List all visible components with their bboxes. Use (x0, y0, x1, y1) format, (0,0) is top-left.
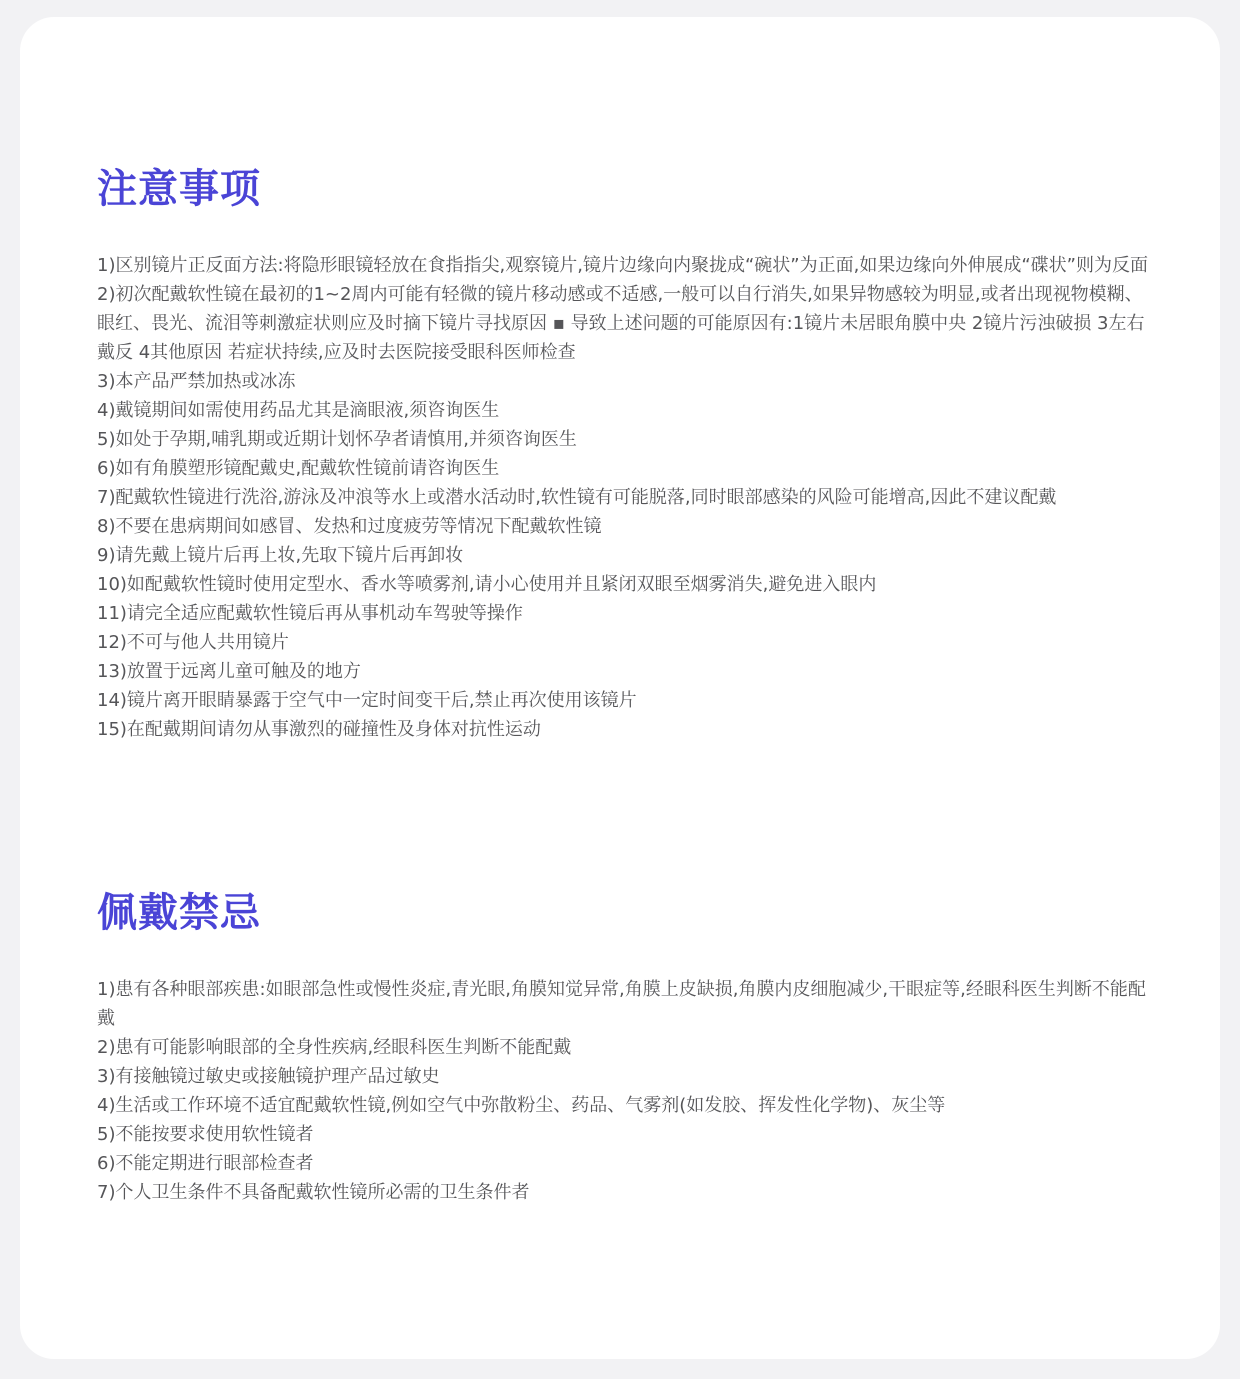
notice-item: 2)初次配戴软性镜在最初的1~2周内可能有轻微的镜片移动感或不适感,一般可以自行消失,如果异物感较为明显,或者出现视物模糊、眼红、畏光、流泪等刺激症状则应及时摘下镜片寻找原因 ▪ 导致上述问题的可能原因有:1镜片未居眼角膜中央 2镜片污浊破损 3左右戴反 4其他原因 若症状持续,应及时去医院接受眼科医师检查 (97, 284, 1145, 363)
contraindication-item: 7)个人卫生条件不具备配戴软性镜所必需的卫生条件者 (97, 1182, 530, 1203)
notice-title: 注意事项 (97, 166, 261, 212)
notice-item: 6)如有角膜塑形镜配戴史,配戴软性镜前请咨询医生 (97, 458, 500, 479)
notice-item: 13)放置于远离儿童可触及的地方 (97, 661, 361, 682)
notice-item: 11)请完全适应配戴软性镜后再从事机动车驾驶等操作 (97, 603, 523, 624)
notice-item: 4)戴镜期间如需使用药品尤其是滴眼液,须咨询医生 (97, 400, 500, 421)
notice-item: 15)在配戴期间请勿从事激烈的碰撞性及身体对抗性运动 (97, 719, 541, 740)
notice-section (97, 163, 1157, 744)
contraindication-item: 4)生活或工作环境不适宜配戴软性镜,例如空气中弥散粉尘、药品、气雾剂(如发胶、挥发性化学物)、灰尘等 (97, 1095, 946, 1116)
notice-item: 8)不要在患病期间如感冒、发热和过度疲劳等情况下配戴软性镜 (97, 516, 602, 537)
notice-item: 1)区别镜片正反面方法:将隐形眼镜轻放在食指指尖,观察镜片,镜片边缘向内聚拢成“碗状”为正面,如果边缘向外伸展成“碟状”则为反面 (97, 255, 1148, 276)
notice-item: 3)本产品严禁加热或冰冻 (97, 371, 296, 392)
contraindication-item: 1)患有各种眼部疾患:如眼部急性或慢性炎症,青光眼,角膜知觉异常,角膜上皮缺损,角膜内皮细胞减少,干眼症等,经眼科医生判断不能配戴 (97, 979, 1146, 1029)
notice-item: 10)如配戴软性镜时使用定型水、香水等喷雾剂,请小心使用并且紧闭双眼至烟雾消失,避免进入眼内 (97, 574, 877, 595)
contraindication-item: 6)不能定期进行眼部检查者 (97, 1153, 314, 1174)
content-card (20, 17, 1220, 1359)
contraindications-list (97, 975, 1157, 1207)
contraindications-section (97, 887, 1157, 1207)
notice-item: 7)配戴软性镜进行洗浴,游泳及冲浪等水上或潜水活动时,软性镜有可能脱落,同时眼部感染的风险可能增高,因此不建议配戴 (97, 487, 1057, 508)
notice-item: 5)如处于孕期,哺乳期或近期计划怀孕者请慎用,并须咨询医生 (97, 429, 577, 450)
notice-item: 9)请先戴上镜片后再上妆,先取下镜片后再卸妆 (97, 545, 464, 566)
contraindication-item: 5)不能按要求使用软性镜者 (97, 1124, 314, 1145)
contraindication-item: 3)有接触镜过敏史或接触镜护理产品过敏史 (97, 1066, 440, 1087)
notice-list (97, 251, 1157, 744)
notice-item: 12)不可与他人共用镜片 (97, 632, 289, 653)
contraindications-title: 佩戴禁忌 (97, 890, 261, 936)
notice-item: 14)镜片离开眼睛暴露于空气中一定时间变干后,禁止再次使用该镜片 (97, 690, 637, 711)
contraindication-item: 2)患有可能影响眼部的全身性疾病,经眼科医生判断不能配戴 (97, 1037, 572, 1058)
